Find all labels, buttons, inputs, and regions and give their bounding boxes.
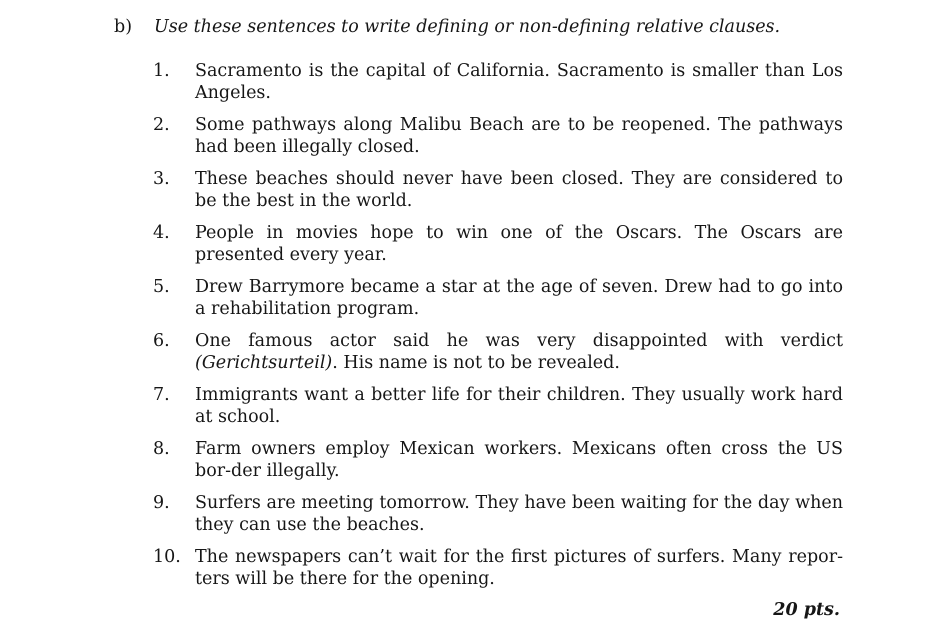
- item-text: Immigrants want a better life for their children. They usually work hard at school.: [195, 385, 843, 427]
- exercise-item-2: [153, 115, 843, 158]
- item-number: 5.: [153, 277, 170, 297]
- exercise-item-6: [153, 331, 843, 374]
- exercise-item-1: [153, 61, 843, 104]
- item-text-before: One famous actor said he was very disappointed with verdict: [195, 331, 843, 351]
- item-number: 2.: [153, 115, 170, 135]
- item-text: The newspapers can’t wait for the first pictures of surfers. Many repor-ters will be there for the opening.: [195, 547, 843, 589]
- item-number: 1.: [153, 61, 170, 81]
- item-text: Farm owners employ Mexican workers. Mexicans often cross the US bor-der illegally.: [195, 439, 843, 481]
- exercise-item-8: [153, 439, 843, 482]
- item-number: 3.: [153, 169, 170, 189]
- section-header: [114, 16, 780, 38]
- item-text: Some pathways along Malibu Beach are to be reopened. The pathways had been illegally closed.: [195, 115, 843, 157]
- item-number: 8.: [153, 439, 170, 459]
- exercise-item-9: [153, 493, 843, 536]
- item-text: [195, 331, 843, 374]
- section-instruction: Use these sentences to write defining or non-defining relative clauses.: [154, 17, 781, 37]
- section-letter: b): [114, 17, 133, 37]
- item-text: Sacramento is the capital of California. Sacramento is smaller than Los Angeles.: [195, 61, 843, 103]
- exercise-item-3: [153, 169, 843, 212]
- exercise-item-7: [153, 385, 843, 428]
- item-number: 6.: [153, 331, 170, 351]
- item-number: 10.: [153, 547, 181, 567]
- item-text: Surfers are meeting tomorrow. They have been waiting for the day when they can use the beaches.: [195, 493, 843, 535]
- item-number: 4.: [153, 223, 170, 243]
- exercise-item-5: [153, 277, 843, 320]
- item-text-italic: (Gerichtsurteil): [195, 352, 333, 373]
- item-text: People in movies hope to win one of the Oscars. The Oscars are presented every year.: [195, 223, 843, 265]
- exercise-item-4: [153, 223, 843, 266]
- item-text: Drew Barrymore became a star at the age of seven. Drew had to go into a rehabilitation program.: [195, 277, 843, 319]
- exercise-item-10: [153, 547, 843, 590]
- exercise-list: [153, 61, 843, 601]
- item-number: 9.: [153, 493, 170, 513]
- item-text: These beaches should never have been closed. They are considered to be the best in the world.: [195, 169, 843, 211]
- points-total: 20 pts.: [773, 600, 840, 620]
- item-text-after: . His name is not to be revealed.: [332, 352, 620, 373]
- item-number: 7.: [153, 385, 170, 405]
